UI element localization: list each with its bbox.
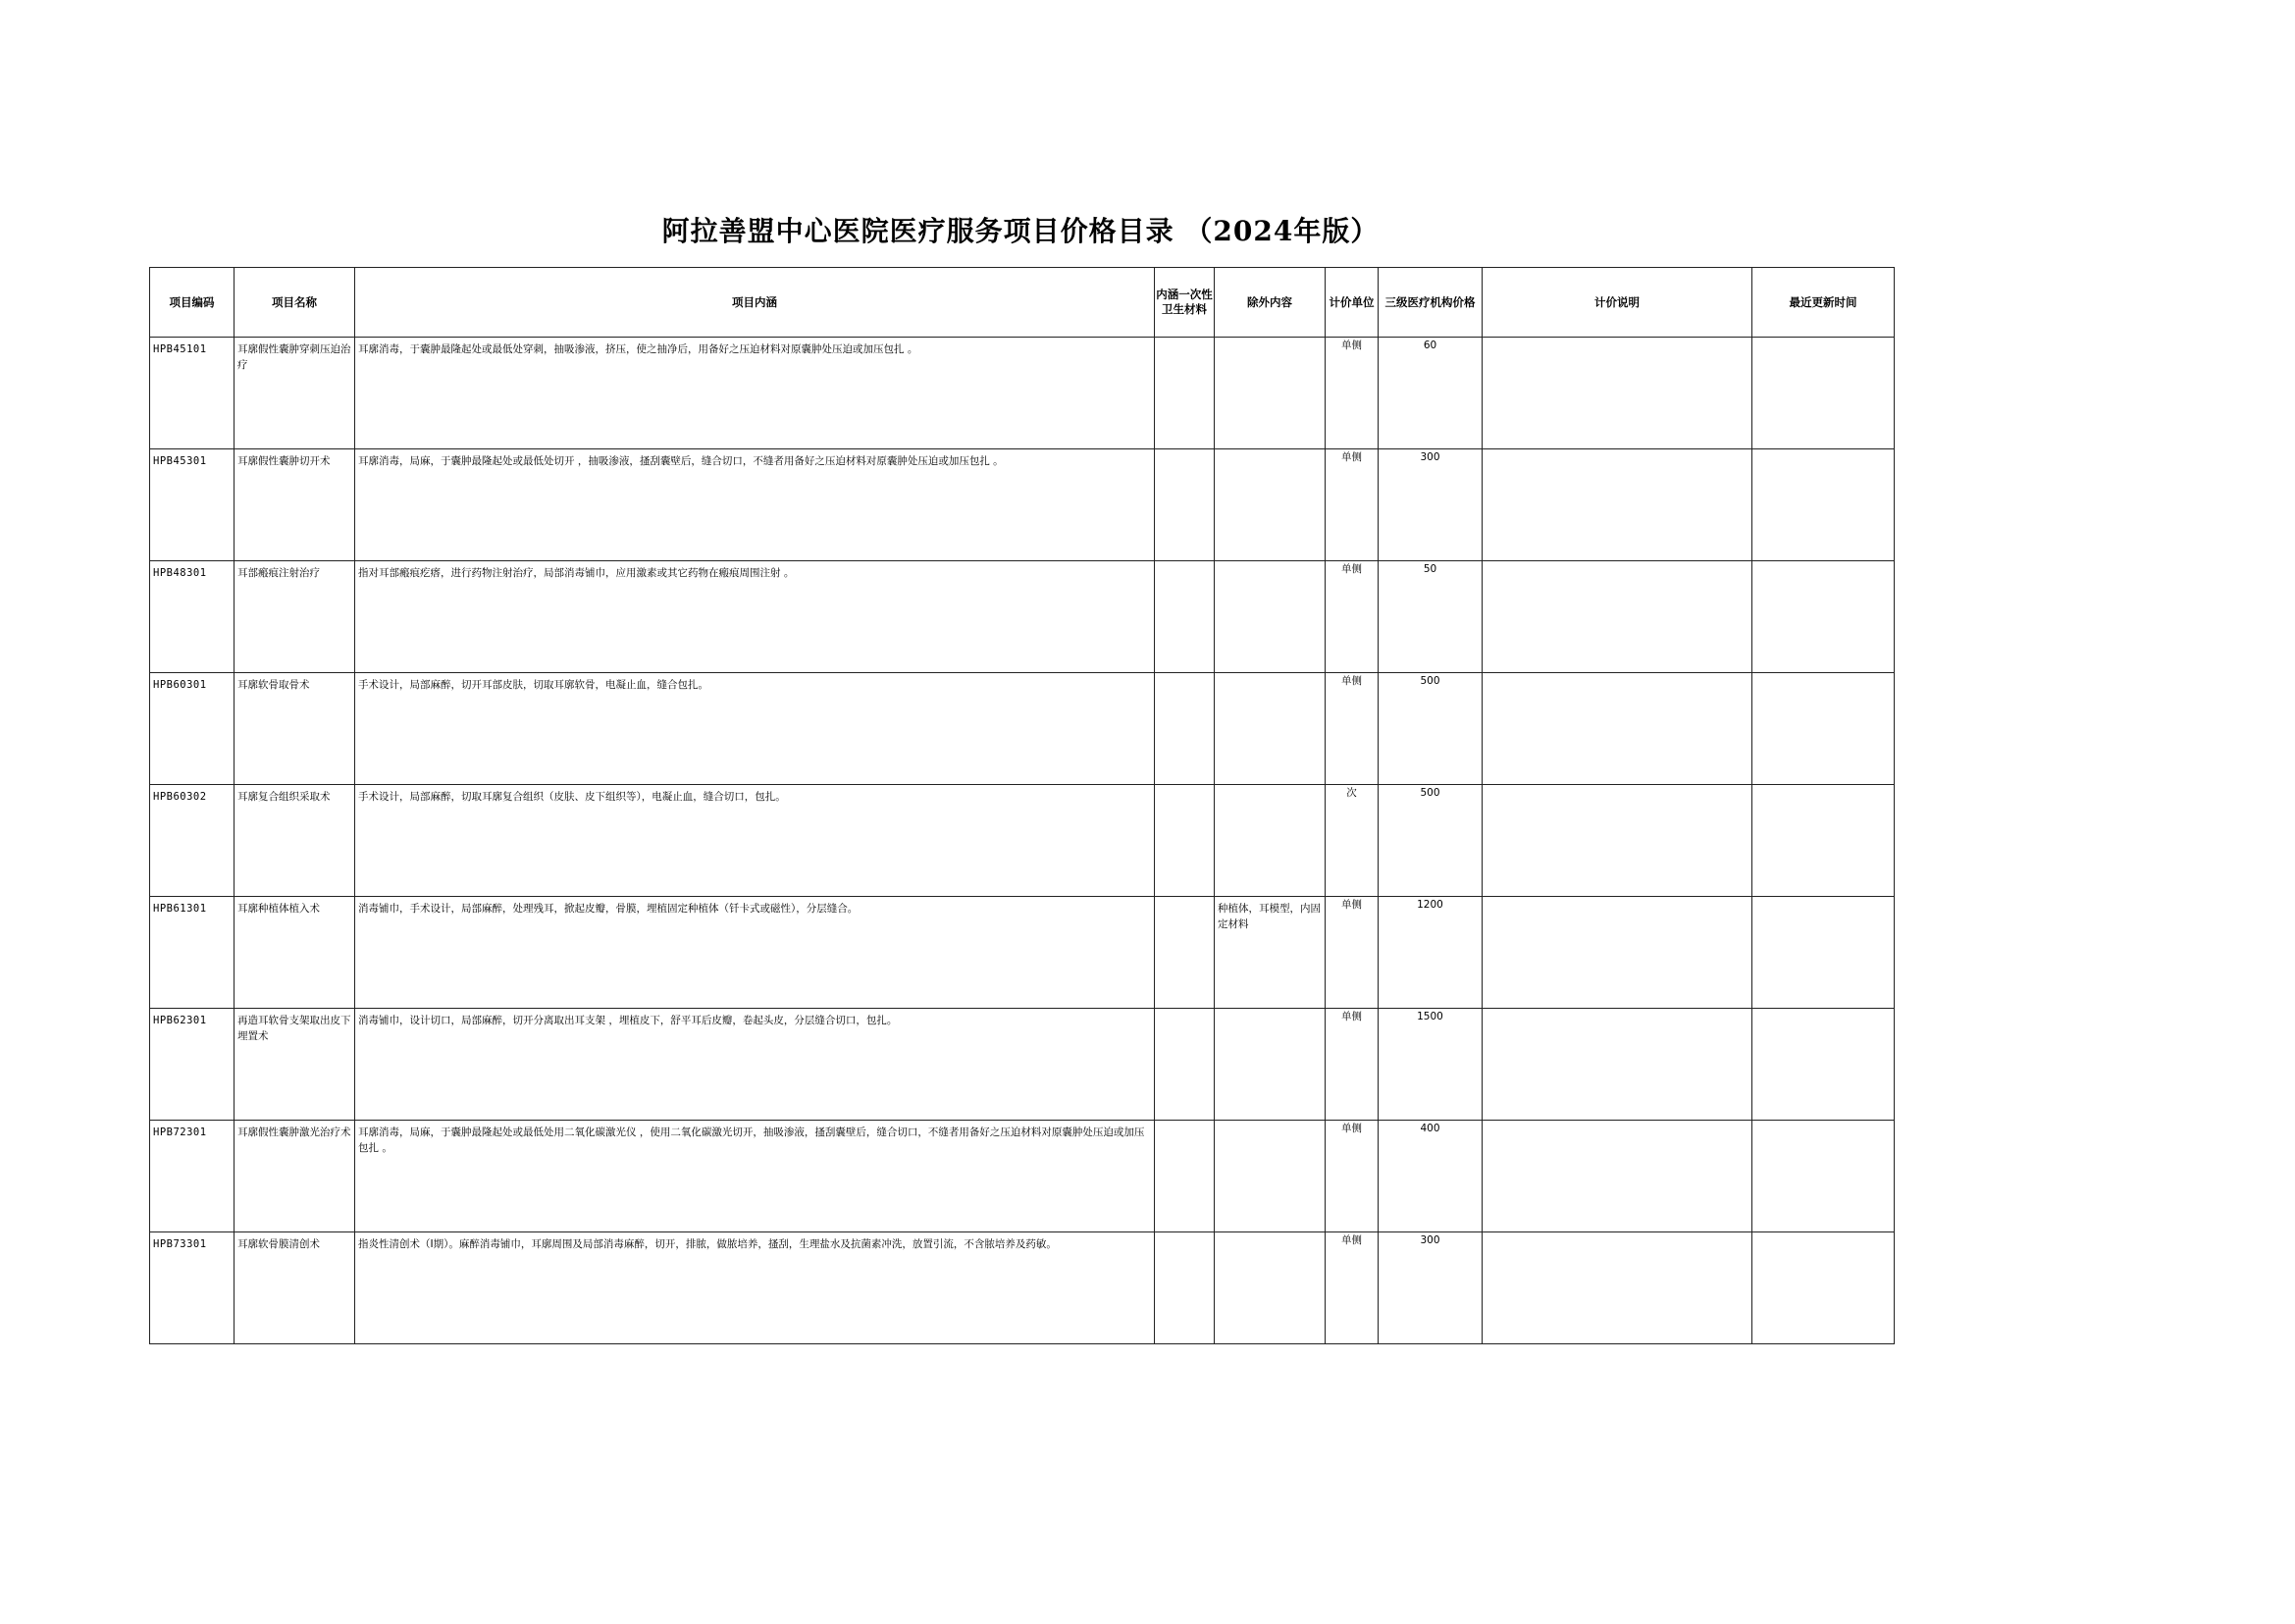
table-row <box>150 1009 1895 1121</box>
cell-code-text: HPB48301 <box>153 567 207 579</box>
cell-excluded <box>1215 1009 1326 1121</box>
cell-consumables <box>1155 1232 1215 1344</box>
cell-excluded-text <box>1215 561 1325 565</box>
cell-code <box>150 1232 235 1344</box>
cell-notes <box>1483 673 1752 785</box>
cell-updated-text <box>1752 1121 1894 1125</box>
header-unit: 计价单位 <box>1326 268 1379 338</box>
cell-name <box>235 1009 355 1121</box>
table-row <box>150 449 1895 561</box>
cell-unit: 次 <box>1326 785 1379 897</box>
cell-name-text: 耳廓假性囊肿穿刺压迫治疗 <box>237 343 351 371</box>
cell-excluded-text <box>1215 673 1325 677</box>
cell-excluded <box>1215 897 1326 1009</box>
cell-name <box>235 338 355 449</box>
cell-excluded <box>1215 785 1326 897</box>
cell-consumables-text <box>1155 338 1214 341</box>
header-updated: 最近更新时间 <box>1752 268 1895 338</box>
cell-excluded <box>1215 1121 1326 1232</box>
cell-updated <box>1752 561 1895 673</box>
cell-name <box>235 449 355 561</box>
cell-name <box>235 1121 355 1232</box>
table-row <box>150 897 1895 1009</box>
cell-consumables <box>1155 338 1215 449</box>
cell-excluded <box>1215 1232 1326 1344</box>
cell-name <box>235 897 355 1009</box>
cell-consumables-text <box>1155 1232 1214 1236</box>
cell-code-text: HPB72301 <box>153 1126 207 1138</box>
cell-content-text: 手术设计，局部麻醉，切取耳廓复合组织（皮肤、皮下组织等），电凝止血，缝合切口，包扎。 <box>358 791 786 803</box>
cell-content-text: 消毒铺巾，设计切口，局部麻醉，切开分离取出耳支架 ，埋植皮下，舒平耳后皮瓣，卷起头皮，分层缝合切口，包扎。 <box>358 1015 898 1026</box>
cell-updated-text <box>1752 449 1894 453</box>
cell-consumables <box>1155 897 1215 1009</box>
cell-content-text: 耳廓消毒，局麻，于囊肿最隆起处或最低处切开 ，抽吸渗液，搔刮囊壁后，缝合切口，不缝者用备好之压迫材料对原囊肿处压迫或加压包扎 。 <box>358 455 1004 467</box>
page-title: 阿拉善盟中心医院医疗服务项目价格目录 （2024年版） <box>661 215 1380 247</box>
cell-notes-text <box>1483 785 1751 789</box>
cell-code-text: HPB60302 <box>153 791 207 803</box>
cell-content <box>355 1232 1155 1344</box>
cell-consumables-text <box>1155 561 1214 565</box>
cell-updated <box>1752 1232 1895 1344</box>
price-catalog-table <box>149 267 1895 1344</box>
cell-name-text: 耳廓软骨膜清创术 <box>237 1238 320 1250</box>
cell-content-text: 指炎性清创术（Ⅰ期）。麻醉消毒铺巾，耳廓周围及局部消毒麻醉，切开，排脓，做脓培养，搔刮，生理盐水及抗菌素冲洗，放置引流，不含脓培养及药敏。 <box>358 1238 1057 1250</box>
cell-consumables <box>1155 673 1215 785</box>
cell-consumables <box>1155 1121 1215 1232</box>
cell-notes-text <box>1483 1009 1751 1013</box>
cell-content <box>355 338 1155 449</box>
cell-content <box>355 1121 1155 1232</box>
cell-notes-text <box>1483 561 1751 565</box>
cell-updated <box>1752 785 1895 897</box>
cell-excluded <box>1215 673 1326 785</box>
cell-consumables <box>1155 785 1215 897</box>
cell-code <box>150 1009 235 1121</box>
header-excluded: 除外内容 <box>1215 268 1326 338</box>
cell-updated-text <box>1752 673 1894 677</box>
cell-name-text: 耳廓软骨取骨术 <box>237 679 310 691</box>
cell-content-text: 指对耳部瘢痕疙瘩，进行药物注射治疗，局部消毒铺巾，应用激素或其它药物在瘢痕周围注射 。 <box>358 567 795 579</box>
cell-name-text: 再造耳软骨支架取出皮下埋置术 <box>237 1015 351 1042</box>
cell-updated <box>1752 673 1895 785</box>
cell-notes <box>1483 1121 1752 1232</box>
table-row <box>150 1121 1895 1232</box>
cell-excluded-text: 种植体，耳模型，内固定材料 <box>1218 903 1321 930</box>
cell-consumables-text <box>1155 673 1214 677</box>
cell-notes-text <box>1483 673 1751 677</box>
table-header-row <box>150 268 1895 338</box>
cell-excluded-text <box>1215 1009 1325 1013</box>
cell-code <box>150 561 235 673</box>
cell-name <box>235 1232 355 1344</box>
cell-updated <box>1752 1121 1895 1232</box>
header-content: 项目内涵 <box>355 268 1155 338</box>
cell-name <box>235 785 355 897</box>
table-row <box>150 1232 1895 1344</box>
cell-content-text: 耳廓消毒，于囊肿最隆起处或最低处穿刺，抽吸渗液，挤压，使之抽净后，用备好之压迫材料对原囊肿处压迫或加压包扎 。 <box>358 343 918 355</box>
cell-name-text: 耳廓种植体植入术 <box>237 903 320 915</box>
cell-excluded-text <box>1215 338 1325 341</box>
cell-content <box>355 673 1155 785</box>
cell-notes <box>1483 449 1752 561</box>
cell-name-text: 耳廓复合组织采取术 <box>237 791 331 803</box>
cell-updated <box>1752 1009 1895 1121</box>
cell-consumables-text <box>1155 449 1214 453</box>
table-row <box>150 673 1895 785</box>
cell-name-text: 耳廓假性囊肿切开术 <box>237 455 331 467</box>
cell-excluded <box>1215 561 1326 673</box>
cell-excluded <box>1215 338 1326 449</box>
cell-code <box>150 449 235 561</box>
cell-unit: 单侧 <box>1326 449 1379 561</box>
table-row <box>150 338 1895 449</box>
cell-updated-text <box>1752 1232 1894 1236</box>
cell-notes <box>1483 1232 1752 1344</box>
cell-unit: 单侧 <box>1326 897 1379 1009</box>
header-notes: 计价说明 <box>1483 268 1752 338</box>
cell-content <box>355 561 1155 673</box>
header-consumables: 内涵一次性卫生材料 <box>1155 268 1215 338</box>
cell-content <box>355 449 1155 561</box>
cell-notes-text <box>1483 1121 1751 1125</box>
cell-notes <box>1483 897 1752 1009</box>
cell-excluded-text <box>1215 449 1325 453</box>
cell-content-text: 手术设计，局部麻醉，切开耳部皮肤，切取耳廓软骨，电凝止血，缝合包扎。 <box>358 679 708 691</box>
cell-code <box>150 785 235 897</box>
cell-updated-text <box>1752 1009 1894 1013</box>
cell-updated-text <box>1752 897 1894 901</box>
cell-code <box>150 673 235 785</box>
cell-content-text: 耳廓消毒，局麻，于囊肿最隆起处或最低处用二氧化碳激光仪 ，使用二氧化碳激光切开，抽吸渗液，搔刮囊壁后，缝合切口，不缝者用备好之压迫材料对原囊肿处压迫或加压包扎 。 <box>358 1126 1145 1154</box>
cell-code-text: HPB61301 <box>153 903 207 915</box>
cell-excluded-text <box>1215 785 1325 789</box>
cell-consumables <box>1155 561 1215 673</box>
cell-notes <box>1483 561 1752 673</box>
cell-price: 400 <box>1379 1121 1483 1232</box>
cell-name <box>235 673 355 785</box>
cell-consumables <box>1155 1009 1215 1121</box>
cell-content <box>355 1009 1155 1121</box>
cell-updated <box>1752 449 1895 561</box>
cell-updated-text <box>1752 338 1894 341</box>
table-row <box>150 561 1895 673</box>
cell-consumables <box>1155 449 1215 561</box>
cell-name-text: 耳廓假性囊肿激光治疗术 <box>237 1126 351 1138</box>
cell-price: 1200 <box>1379 897 1483 1009</box>
cell-content-text: 消毒铺巾，手术设计，局部麻醉，处理残耳，掀起皮瓣，骨膜，埋植固定种植体（钎卡式或磁性），分层缝合。 <box>358 903 859 915</box>
cell-excluded-text <box>1215 1121 1325 1125</box>
cell-consumables-text <box>1155 1121 1214 1125</box>
cell-name <box>235 561 355 673</box>
cell-consumables-text <box>1155 897 1214 901</box>
cell-updated <box>1752 338 1895 449</box>
cell-updated-text <box>1752 785 1894 789</box>
cell-unit: 单侧 <box>1326 561 1379 673</box>
cell-updated-text <box>1752 561 1894 565</box>
table-row <box>150 785 1895 897</box>
cell-price: 300 <box>1379 449 1483 561</box>
cell-code <box>150 897 235 1009</box>
cell-code-text: HPB60301 <box>153 679 207 691</box>
cell-unit: 单侧 <box>1326 1121 1379 1232</box>
cell-unit: 单侧 <box>1326 1232 1379 1344</box>
cell-notes-text <box>1483 449 1751 453</box>
header-code: 项目编码 <box>150 268 235 338</box>
cell-code-text: HPB45301 <box>153 455 207 467</box>
header-name: 项目名称 <box>235 268 355 338</box>
header-price: 三级医疗机构价格 <box>1379 268 1483 338</box>
cell-price: 50 <box>1379 561 1483 673</box>
cell-name-text: 耳部瘢痕注射治疗 <box>237 567 320 579</box>
cell-content <box>355 785 1155 897</box>
cell-notes <box>1483 1009 1752 1121</box>
cell-price: 300 <box>1379 1232 1483 1344</box>
cell-price: 1500 <box>1379 1009 1483 1121</box>
cell-code-text: HPB62301 <box>153 1015 207 1026</box>
cell-price: 500 <box>1379 785 1483 897</box>
cell-content <box>355 897 1155 1009</box>
cell-excluded-text <box>1215 1232 1325 1236</box>
cell-notes-text <box>1483 897 1751 901</box>
cell-notes <box>1483 338 1752 449</box>
cell-consumables-text <box>1155 785 1214 789</box>
cell-price: 60 <box>1379 338 1483 449</box>
cell-unit: 单侧 <box>1326 1009 1379 1121</box>
cell-code <box>150 1121 235 1232</box>
cell-unit: 单侧 <box>1326 673 1379 785</box>
cell-notes-text <box>1483 338 1751 341</box>
cell-notes <box>1483 785 1752 897</box>
cell-consumables-text <box>1155 1009 1214 1013</box>
cell-excluded <box>1215 449 1326 561</box>
cell-price: 500 <box>1379 673 1483 785</box>
cell-unit: 单侧 <box>1326 338 1379 449</box>
cell-code-text: HPB73301 <box>153 1238 207 1250</box>
cell-code-text: HPB45101 <box>153 343 207 355</box>
cell-code <box>150 338 235 449</box>
cell-updated <box>1752 897 1895 1009</box>
cell-notes-text <box>1483 1232 1751 1236</box>
